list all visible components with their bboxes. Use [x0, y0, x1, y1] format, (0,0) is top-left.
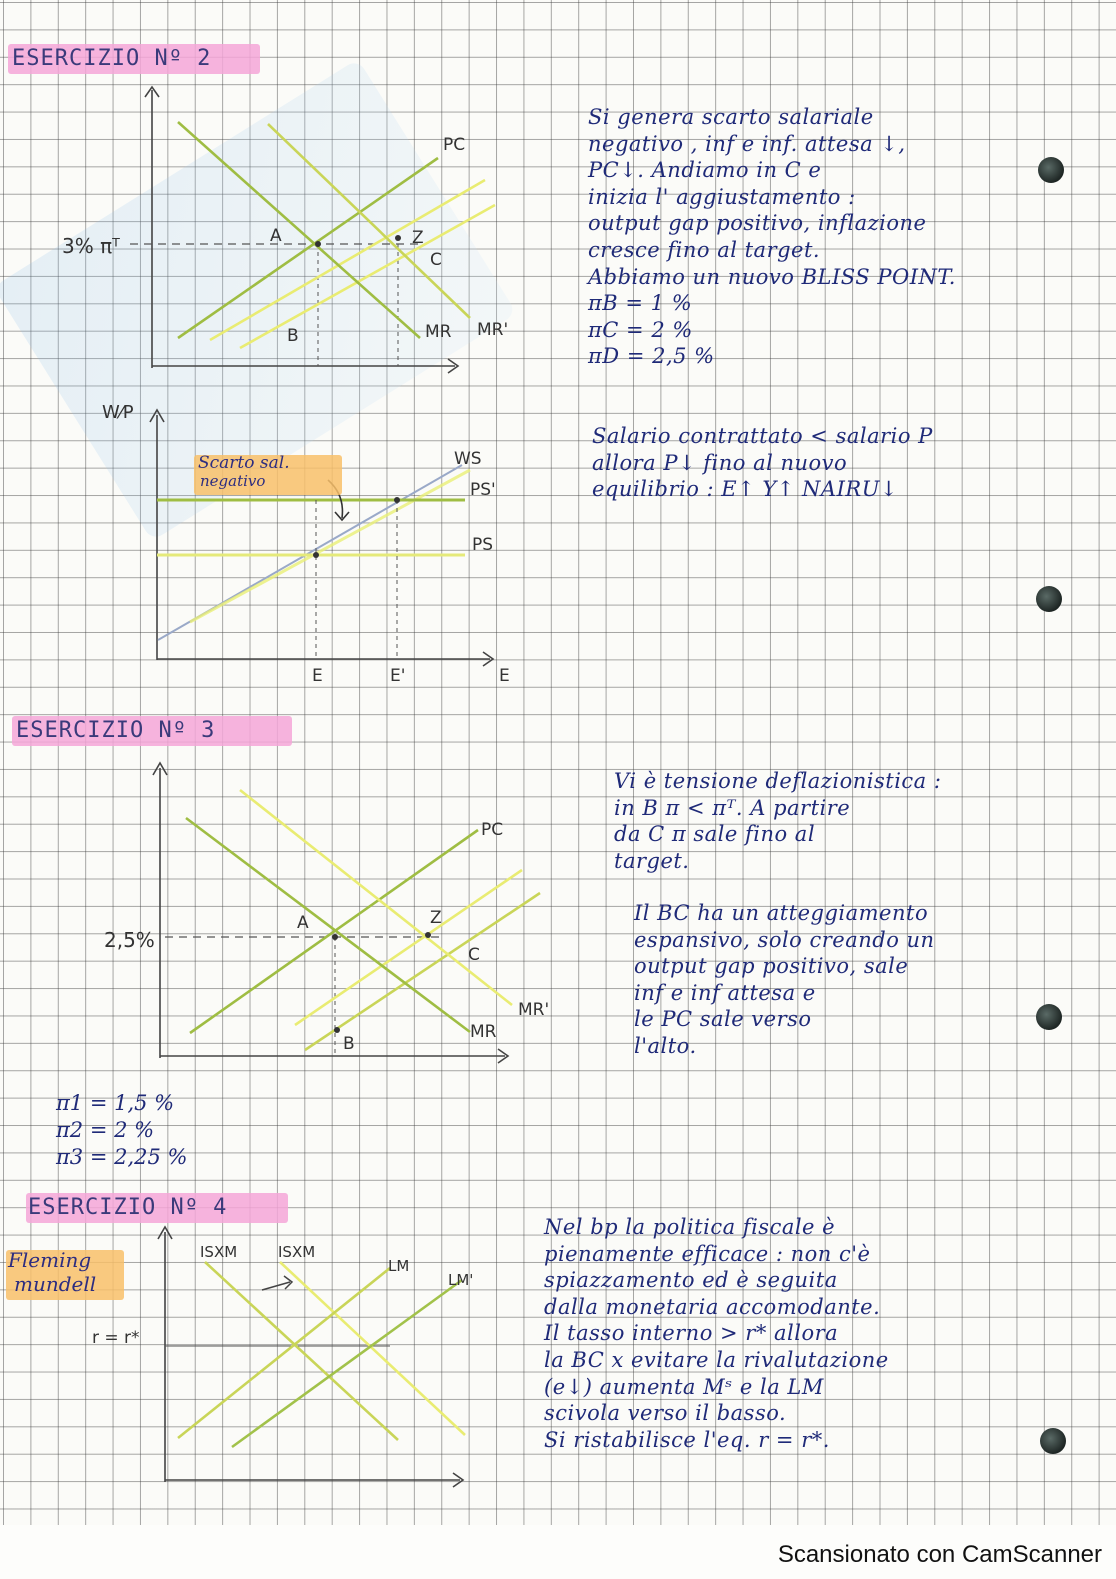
- ex3-text-2: Il BC ha un atteggiamento espansivo, solo creando un output gap positivo, sale inf e inf attesa e le PC sale verso l'alto.: [634, 901, 935, 1058]
- g1-point-label: A: [270, 226, 282, 246]
- g1-ylabel: 3% πᵀ: [62, 234, 120, 258]
- ex4-tag: mundell: [14, 1272, 97, 1296]
- g4-curve-label: LM: [388, 1257, 410, 1275]
- exercise-3-title: ESERCIZIO Nº 3: [16, 718, 216, 743]
- exercise-2-title: ESERCIZIO Nº 2: [12, 46, 212, 71]
- exercise-4-title: ESERCIZIO Nº 4: [28, 1195, 228, 1220]
- g3-point-label: A: [297, 913, 309, 933]
- g1-curve-label: PC: [443, 135, 466, 155]
- g2-ylabel: W⁄P: [102, 402, 134, 423]
- g4-curve-label: ISXM: [278, 1243, 316, 1261]
- ex3-pi-values: π1 = 1,5 % π2 = 2 % π3 = 2,25 %: [56, 1091, 188, 1169]
- g2-note: Scarto sal.: [198, 453, 290, 473]
- g2-note: negativo: [200, 472, 266, 490]
- camscanner-footer: Scansionato con CamScanner: [777, 1541, 1102, 1568]
- g2-curve-label: WS: [454, 449, 482, 469]
- g3-point-label: Z: [430, 908, 442, 928]
- g3-point-label: B: [343, 1034, 355, 1054]
- g2-curve-label: PS': [470, 480, 496, 500]
- g4-curve-label: LM': [448, 1271, 474, 1289]
- g4-ylabel: r = r*: [92, 1328, 140, 1348]
- g1-point-label: B: [287, 326, 299, 346]
- g1-curve-label: MR: [425, 322, 452, 342]
- g3-ylabel: 2,5%: [104, 928, 155, 952]
- g3-curve-label: MR: [470, 1022, 497, 1042]
- g2-xtick: E: [312, 666, 323, 686]
- g1-point-label: C: [430, 250, 442, 270]
- ex4-text: Nel bp la politica fiscale è pienamente efficace : non c'è spiazzamento ed è seguita dalla monetaria accomodante. Il tasso interno > r* allora la BC x evitare la rivalutazione (e↓) aumenta Mˢ e la LM scivola verso il basso. Si ristabilisce l'eq. r = r*.: [544, 1215, 889, 1452]
- g4-curve-label: ISXM: [200, 1243, 238, 1261]
- g3-point-label: C: [468, 945, 480, 965]
- ex2-text-1: Si genera scarto salariale negativo , inf e inf. attesa ↓, PC↓. Andiamo in C e inizia l' aggiustamento : output gap positivo, inflazione cresce fino al target. Abbiamo un nuovo BLISS POINT. πB = 1 % πC = 2 % πD = 2,5 %: [588, 105, 956, 369]
- ex2-text-2: Salario contrattato < salario P allora P↓ fino al nuovo equilibrio : E↑ Y↑ NAIRU↓: [592, 424, 933, 502]
- g1-point-label: Z: [412, 228, 424, 248]
- g2-curve-label: PS: [472, 535, 494, 555]
- g1-curve-label: MR': [477, 320, 509, 340]
- g2-xlabel: E: [499, 666, 510, 686]
- ex4-tag: Fleming: [8, 1248, 92, 1272]
- ex3-text-1: Vi è tensione deflazionistica : in B π < πᵀ. A partire da C π sale fino al target.: [614, 769, 942, 873]
- g2-xtick: E': [390, 666, 406, 686]
- g3-curve-label: MR': [518, 1000, 550, 1020]
- g3-curve-label: PC: [481, 820, 504, 840]
